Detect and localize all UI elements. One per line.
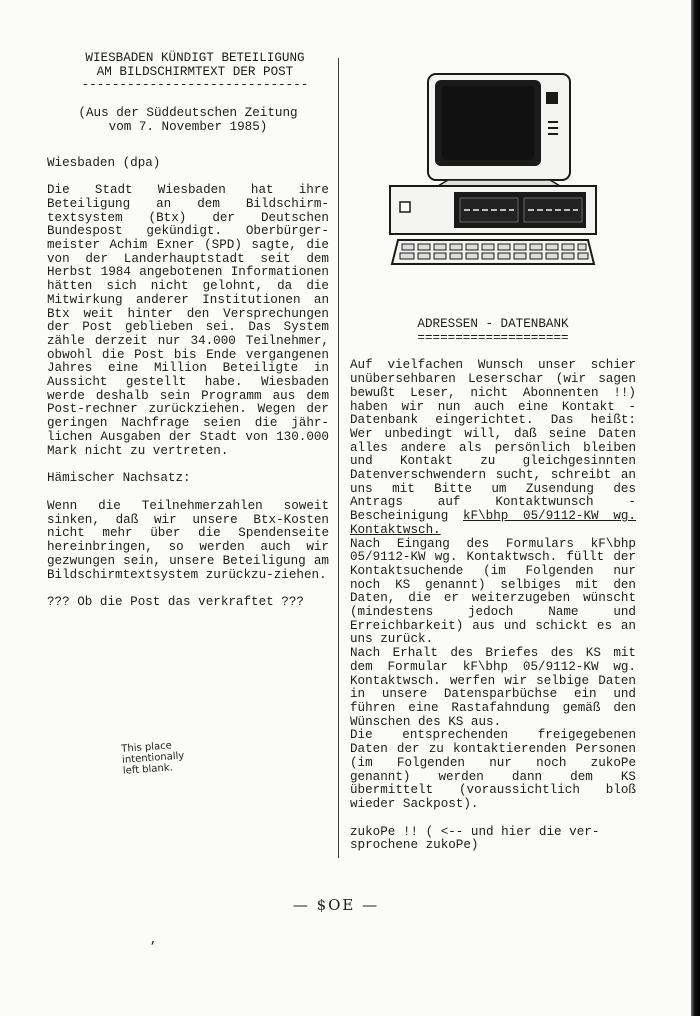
closing-line: ??? Ob die Post das verkraftet ???	[47, 595, 304, 610]
page-footer: — $OE —	[292, 896, 380, 914]
handwritten-line-2: intentionally	[121, 750, 185, 766]
computer-illustration	[388, 72, 598, 272]
handwritten-line-3: left blank.	[122, 762, 174, 777]
subheading: Hämischer Nachsatz:	[47, 471, 191, 486]
source-line-1: (Aus der Süddeutschen Zeitung	[78, 106, 298, 121]
right-column	[350, 318, 636, 853]
article-title-rule: ------------------------------	[81, 78, 309, 93]
source-line-2: vom 7. November 1985)	[108, 119, 268, 134]
dateline: Wiesbaden (dpa)	[47, 155, 161, 170]
database-step-3: Die entsprechenden freigegebenen Daten der zu kontaktierenden Personen (im Folgenden nur noch zukoPe genannt) werden dann dem KS übermittelt (voraussichtlich bloß wieder Sackpost).	[350, 728, 636, 811]
scan-edge-shadow	[691, 0, 700, 1016]
afterword-body: Wenn die Teilnehmerzahlen soweit sinken, daß wir unsere Btx-Kosten nicht mehr über die Spendenseite hereinbringen, so werden auch wir gezwungen sein, unsere Beteiligung am Bildschirmtextsystem zurückzu-ziehen.	[47, 498, 329, 582]
database-step-1: Nach Eingang des Formulars kF\bhp 05/9112-KW wg. Kontaktwsch. füllt der Kontaktsuchende (im Folgenden nur noch KS genannt) selbiges mit den Daten, die er weiterzugeben wünscht (mindestens jedoch Name und Erreichbarkeit) aus und schickt es an uns zurück.	[350, 536, 636, 647]
article-title-line-1: WIESBADEN KÜNDIGT BETEILIGUNG	[85, 51, 305, 65]
article-body: Die Stadt Wiesbaden hat ihre Beteiligung an dem Bildschirm-textsystem (Btx) der Deutschen Bundespost gekündigt. Oberbürger-meister Achim Exner (SPD) sagte, die von der Landerhauptstadt seit dem Herbst 1984 angebotenen Informationen hätten sich nicht gelohnt, da die Mitwirkung anderer Institutionen an Btx weit hinter den Versprechungen der Post geblieben sei. Das System zähle derzeit nur 34.000 Teilnehmer, obwohl die Post bis Ende vergangenen Jahres eine Million Beteiligte in Aussicht gestellt habe. Wiesbaden werde deshalb sein Programm aus dem Post-rechner zurückziehen. Wegen der geringen Nachfrage seien die jähr-lichen Ausgaben der Stadt von 130.000 Mark nicht zu vertreten.	[47, 183, 329, 458]
handwritten-line-1: This place	[120, 740, 173, 755]
zukope-note: zukoPe !! ( <-- und hier die ver-sprochene zukoPe)	[350, 824, 600, 853]
database-heading: ADRESSEN - DATENBANK	[417, 317, 569, 331]
handwritten-note	[121, 736, 233, 777]
column-divider	[338, 58, 339, 858]
database-intro-text: Auf vielfachen Wunsch unser schier unübersehbaren Leserschar (wir sagen bewußt Leser, nicht Abonnenten !!) haben wir nun auch eine Kontakt - Datenbank eingerichtet. Das heißt: Wer unbedingt will, daß seine Daten alles andere als persönlich bleiben und Kontakt zu gleichgesinnten Datenverschwendern sucht, schreibt an uns mit Bitte um Zusendung des Antrags auf Kontaktwunsch - Bescheinigung	[350, 358, 636, 524]
left-column	[47, 52, 329, 610]
article-title-line-2: AM BILDSCHIRMTEXT DER POST	[96, 64, 294, 79]
stray-mark: ,	[150, 933, 158, 947]
database-step-2: Nach Erhalt des Briefes des KS mit dem Formular kF\bhp 05/9112-KW wg. Kontaktwsch. werfen wir selbige Daten in unsere Datensparbüchse ein und führen eine Rastafahndung gemäß den Wünschen des KS aus.	[350, 646, 636, 729]
database-heading-rule: ====================	[417, 331, 569, 345]
database-intro	[350, 359, 636, 537]
form-code: kF\bhp 05/9112-KW wg. Kontaktwsch.	[350, 509, 636, 537]
